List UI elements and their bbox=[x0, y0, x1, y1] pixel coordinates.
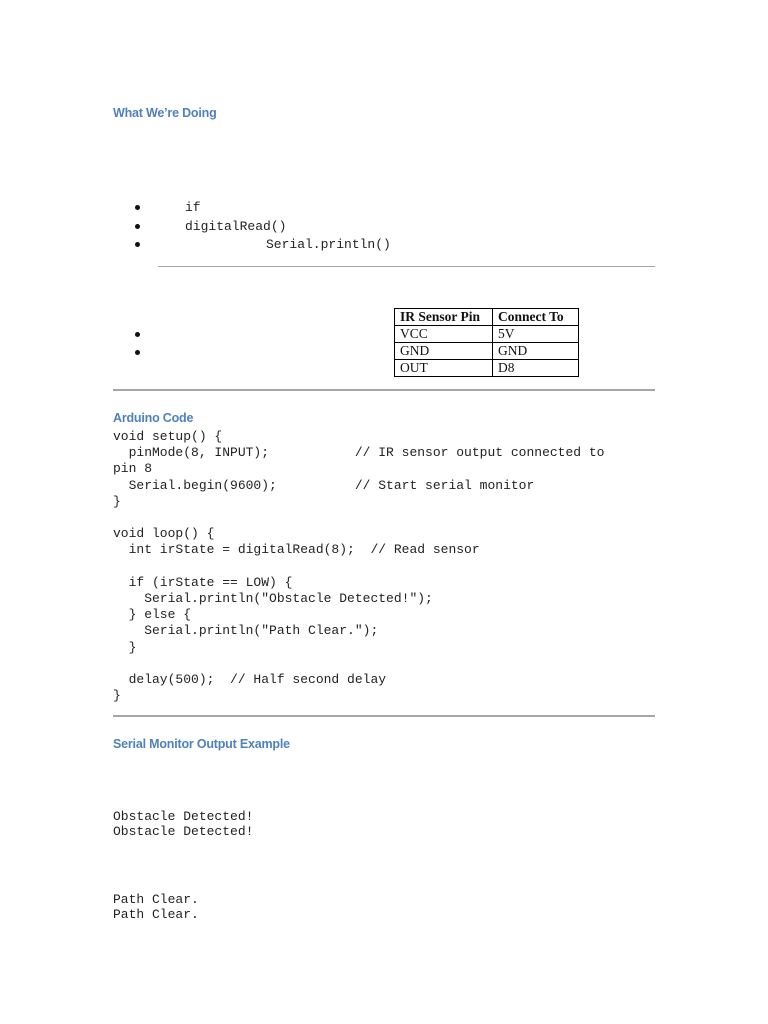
serial-output-line: Path Clear. bbox=[113, 892, 199, 907]
table-row bbox=[395, 326, 579, 343]
bullet-icon bbox=[135, 224, 140, 229]
wiring-table bbox=[394, 308, 579, 377]
code-block: void setup() { pinMode(8, INPUT); // IR sensor output connected to pin 8 Serial.begin(9600); // Start serial monitor } void loop() { int irState = digitalRead(8); // Read sensor if (irState == LOW) { Serial.println("Obstacle Detected!"); } else { Serial.println("Path Clear."); } delay(500); // Half second delay } bbox=[113, 429, 605, 704]
section-title-arduino-code: Arduino Code bbox=[113, 411, 194, 425]
table-cell: OUT bbox=[395, 360, 493, 377]
keyword-serial-println: Serial.println() bbox=[266, 237, 391, 252]
table-cell: D8 bbox=[493, 360, 579, 377]
table-header-connect-to: Connect To bbox=[493, 309, 579, 326]
serial-output-line: Path Clear. bbox=[113, 907, 199, 922]
section-title-what-were-doing: What We’re Doing bbox=[113, 106, 217, 120]
section-title-serial-monitor-output: Serial Monitor Output Example bbox=[113, 737, 290, 751]
bullet-icon bbox=[135, 332, 140, 337]
serial-output-line: Obstacle Detected! bbox=[113, 824, 254, 839]
table-cell: GND bbox=[493, 343, 579, 360]
keyword-if: if bbox=[185, 200, 201, 215]
table-header-ir-sensor-pin: IR Sensor Pin bbox=[395, 309, 493, 326]
table-cell: VCC bbox=[395, 326, 493, 343]
bullet-icon bbox=[135, 242, 140, 247]
table-cell: 5V bbox=[493, 326, 579, 343]
divider bbox=[113, 389, 655, 391]
table-cell: GND bbox=[395, 343, 493, 360]
keyword-digitalread: digitalRead() bbox=[185, 219, 287, 234]
table-header-row bbox=[395, 309, 579, 326]
table-row bbox=[395, 343, 579, 360]
divider bbox=[113, 715, 655, 717]
bullet-icon bbox=[135, 205, 140, 210]
serial-output-line: Obstacle Detected! bbox=[113, 809, 254, 824]
divider bbox=[158, 266, 655, 267]
bullet-icon bbox=[135, 350, 140, 355]
table-row bbox=[395, 360, 579, 377]
